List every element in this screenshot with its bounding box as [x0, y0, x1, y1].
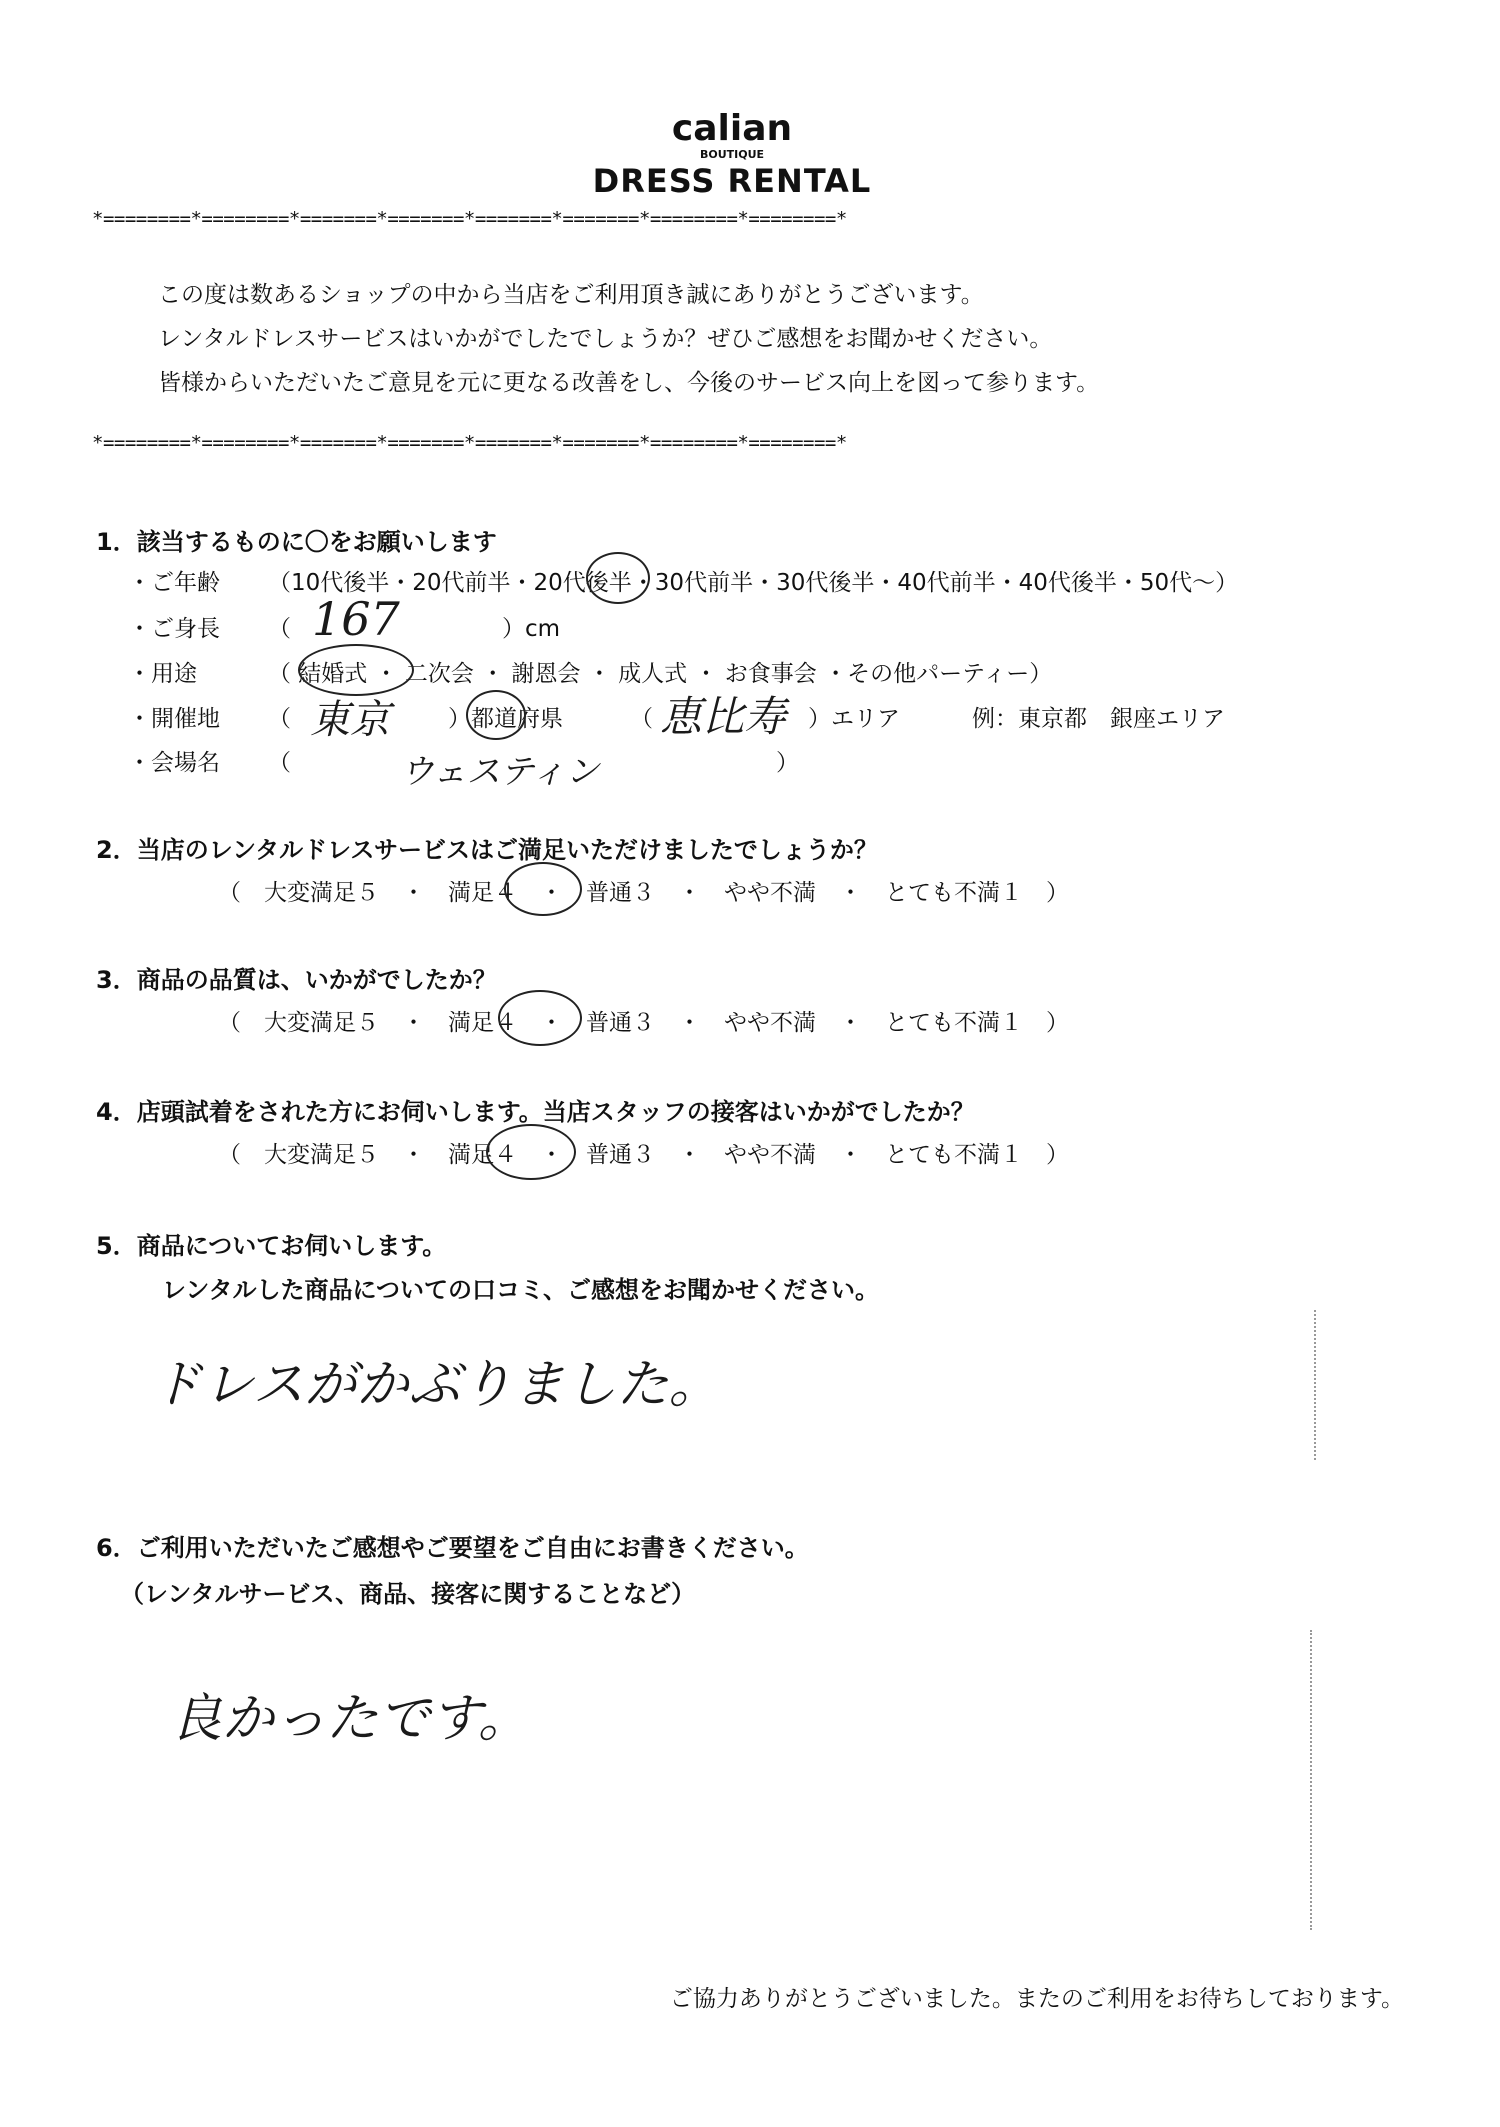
- q6-handwritten-answer: 良かったです。: [170, 1689, 530, 1749]
- height-handwritten: 167: [312, 592, 400, 646]
- q5-handwritten-answer: ドレスがかぶりました。: [150, 1355, 721, 1415]
- q3-title: 3．商品の品質は、いかがでしたか？: [96, 966, 497, 994]
- q2-rating-options: （ 大変満足５ ・ 満足４ ・ 普通３ ・ やや不満 ・ とても不満１ ）: [218, 880, 1069, 906]
- age-selection-circle: [586, 552, 650, 604]
- venue-label: ・会場名: [128, 750, 220, 776]
- height-open-paren: （: [268, 616, 291, 642]
- q4-rating-options: （ 大変満足５ ・ 満足４ ・ 普通３ ・ やや不満 ・ とても不満１ ）: [218, 1142, 1069, 1168]
- footer-thanks: ご協力ありがとうございました。またのご利用をお待ちしております。: [669, 1986, 1404, 2012]
- area-open-paren: （: [630, 706, 653, 732]
- brand-subtitle: BOUTIQUE: [699, 148, 765, 161]
- q4-title: 4．店頭試着をされた方にお伺いします。当店スタッフの接客はいかがでしたか？: [96, 1098, 975, 1126]
- q6-answer-box-edge: [1310, 1630, 1312, 1930]
- prefecture-circle: [466, 690, 526, 740]
- place-example: 例：東京都 銀座エリア: [972, 706, 1225, 732]
- q4-selection-circle: [486, 1124, 576, 1180]
- venue-open-paren: （: [268, 750, 291, 776]
- page-title: DRESS RENTAL: [592, 162, 872, 200]
- height-label: ・ご身長: [128, 616, 220, 642]
- brand-logo: calian: [671, 108, 793, 149]
- area-handwritten: 恵比寿: [660, 692, 787, 741]
- prefecture-handwritten: 東京: [310, 697, 390, 743]
- place-open-paren: （: [268, 706, 291, 732]
- divider-bottom: *========*========*=======*=======*=======*=======*========*========*: [92, 432, 847, 454]
- prefecture-suffix: ）都道府県: [448, 706, 563, 732]
- place-label: ・開催地: [128, 706, 220, 732]
- intro-line-1: この度は数あるショップの中から当店をご利用頂き誠にありがとうございます。: [158, 282, 984, 308]
- q5-title: 5．商品についてお伺いします。: [96, 1232, 447, 1260]
- divider-top: *========*========*=======*=======*=======*=======*========*========*: [92, 208, 847, 230]
- intro-line-2: レンタルドレスサービスはいかがでしたでしょうか？ぜひご感想をお聞かせください。: [158, 326, 1053, 352]
- q3-rating-options: （ 大変満足５ ・ 満足４ ・ 普通３ ・ やや不満 ・ とても不満１ ）: [218, 1010, 1069, 1036]
- q5-answer-box-edge: [1314, 1310, 1316, 1460]
- q3-selection-circle: [498, 990, 582, 1046]
- venue-handwritten: ウェスティン: [400, 752, 600, 792]
- area-suffix: ）エリア: [808, 706, 900, 732]
- q6-title: 6．ご利用いただいたご感想やご要望をご自由にお書きください。: [96, 1534, 809, 1562]
- intro-line-3: 皆様からいただいたご意見を元に更なる改善をし、今後のサービス向上を図って参ります。: [158, 370, 1100, 396]
- purpose-label: ・用途: [128, 661, 197, 687]
- venue-close-paren: ）: [776, 750, 799, 776]
- age-label: ・ご年齢: [128, 570, 220, 596]
- q5-subtitle: レンタルした商品についての口コミ、ご感想をお聞かせください。: [162, 1276, 879, 1304]
- q6-subtitle: （レンタルサービス、商品、接客に関することなど）: [120, 1580, 696, 1608]
- q2-selection-circle: [504, 862, 582, 916]
- age-options: （10代後半・20代前半・20代後半・30代前半・30代後半・40代前半・40代後半・50代～）: [268, 570, 1239, 596]
- height-unit: ）cm: [502, 616, 561, 642]
- q1-title: 1．該当するものに〇をお願いします: [96, 528, 497, 556]
- purpose-options: （ 結婚式 ・ 二次会 ・ 謝恩会 ・ 成人式 ・ お食事会 ・その他パーティー）: [268, 661, 1053, 687]
- q2-title: 2．当店のレンタルドレスサービスはご満足いただけましたでしょうか？: [96, 836, 878, 864]
